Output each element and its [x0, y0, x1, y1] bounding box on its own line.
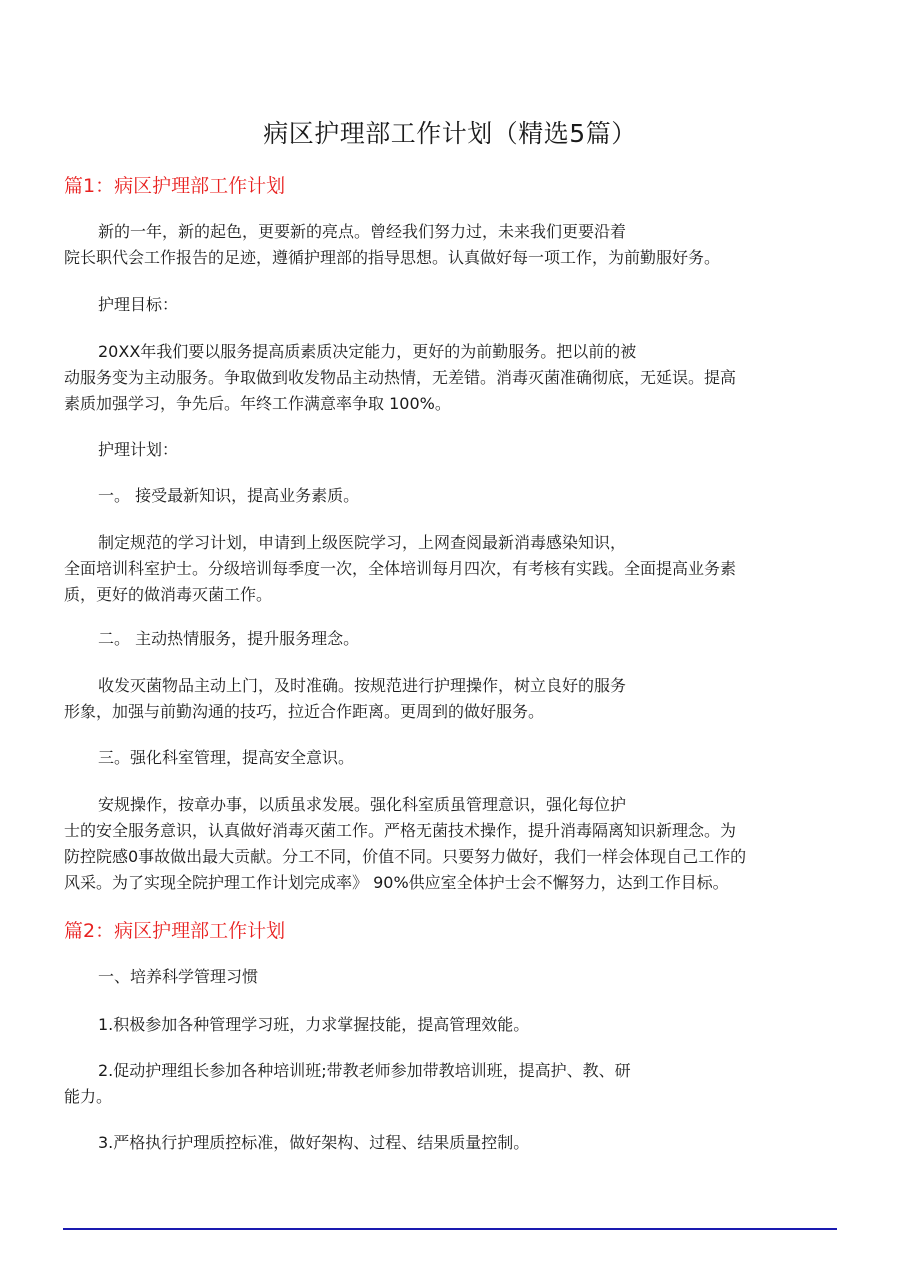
- section-heading-2: 篇2：病区护理部工作计划: [64, 920, 286, 942]
- paragraph-line: 全面培训科室护士。分级培训每季度一次，全体培训每月四次，有考核有实践。全面提高业务素: [64, 559, 737, 578]
- paragraph-line: 安规操作，按章办事，以质虽求发展。强化科室质虽管理意识，强化每位护: [98, 795, 627, 814]
- subheading-item-3: [64, 745, 844, 771]
- paragraph-line: 1.积极参加各种管理学习班，力求掌握技能，提高管理效能。: [98, 1015, 530, 1034]
- paragraph-line: 素质加强学习，争先后。年终工作满意率争取 100%。: [64, 394, 451, 413]
- paragraph-line: 二。 主动热情服务，提升服务理念。: [98, 629, 360, 648]
- paragraph: [64, 792, 844, 896]
- document-title: 病区护理部工作计划（精选5篇）: [263, 119, 637, 148]
- paragraph-line: 动服务变为主动服务。争取做到收发物品主动热情，无差错。消毒灭菌准确彻底，无延误。提高: [64, 368, 737, 387]
- subheading-item-1: [64, 964, 844, 990]
- subheading-item-1: [64, 483, 844, 509]
- paragraph: [64, 530, 844, 608]
- paragraph-label-nursing-plan: [64, 437, 844, 463]
- paragraph-line: 20XX年我们要以服务提高质素质决定能力，更好的为前勤服务。把以前的被: [98, 342, 637, 361]
- paragraph-line: 收发灭菌物品主动上门，及时准确。按规范进行护理操作，树立良好的服务: [98, 676, 627, 695]
- footer-divider: [63, 1228, 837, 1230]
- paragraph-line: 护理目标：: [98, 295, 179, 314]
- paragraph-line: 士的安全服务意识，认真做好消毒灭菌工作。严格无菌技术操作，提升消毒隔离知识新理念。为: [64, 821, 737, 840]
- paragraph-line: 防控院感0事故做出最大贡献。分工不同，价值不同。只要努力做好，我们一样会体现自己工作的: [64, 847, 747, 866]
- paragraph-line: 2.促动护理组长参加各种培训班;带教老师参加带教培训班，提高护、教、研: [98, 1061, 631, 1080]
- list-item: [64, 1058, 844, 1110]
- list-item: [64, 1012, 844, 1038]
- section-heading-1: 篇1：病区护理部工作计划: [64, 175, 286, 197]
- list-item: [64, 1130, 844, 1156]
- paragraph-line: 新的一年，新的起色，更要新的亮点。曾经我们努力过，未来我们更要沿着: [98, 222, 627, 241]
- paragraph-line: 形象，加强与前勤沟通的技巧，拉近合作距离。更周到的做好服务。: [64, 702, 545, 721]
- paragraph-line: 一、培养科学管理习惯: [98, 967, 259, 986]
- paragraph-line: 能力。: [64, 1087, 113, 1106]
- paragraph-line: 质，更好的做消毒灭菌工作。: [64, 585, 273, 604]
- paragraph-line: 制定规范的学习计划，申请到上级医院学习，上网查阅最新消毒感染知识，: [98, 533, 627, 552]
- paragraph-line: 院长职代会工作报告的足迹，遵循护理部的指导思想。认真做好每一项工作，为前勤服好务。: [64, 248, 721, 267]
- paragraph-label-nursing-goals: [64, 292, 844, 318]
- paragraph-line: 风采。为了实现全院护理工作计划完成率》 90%供应室全体护士会不懈努力，达到工作目标。: [64, 873, 729, 892]
- paragraph: [64, 339, 844, 417]
- paragraph: [64, 219, 844, 271]
- paragraph: [64, 673, 844, 725]
- paragraph-line: 3.严格执行护理质控标准，做好架构、过程、结果质量控制。: [98, 1133, 530, 1152]
- subheading-item-2: [64, 626, 844, 652]
- paragraph-line: 三。强化科室管理，提高安全意识。: [98, 748, 355, 767]
- paragraph-line: 一。 接受最新知识，提高业务素质。: [98, 486, 360, 505]
- paragraph-line: 护理计划：: [98, 440, 179, 459]
